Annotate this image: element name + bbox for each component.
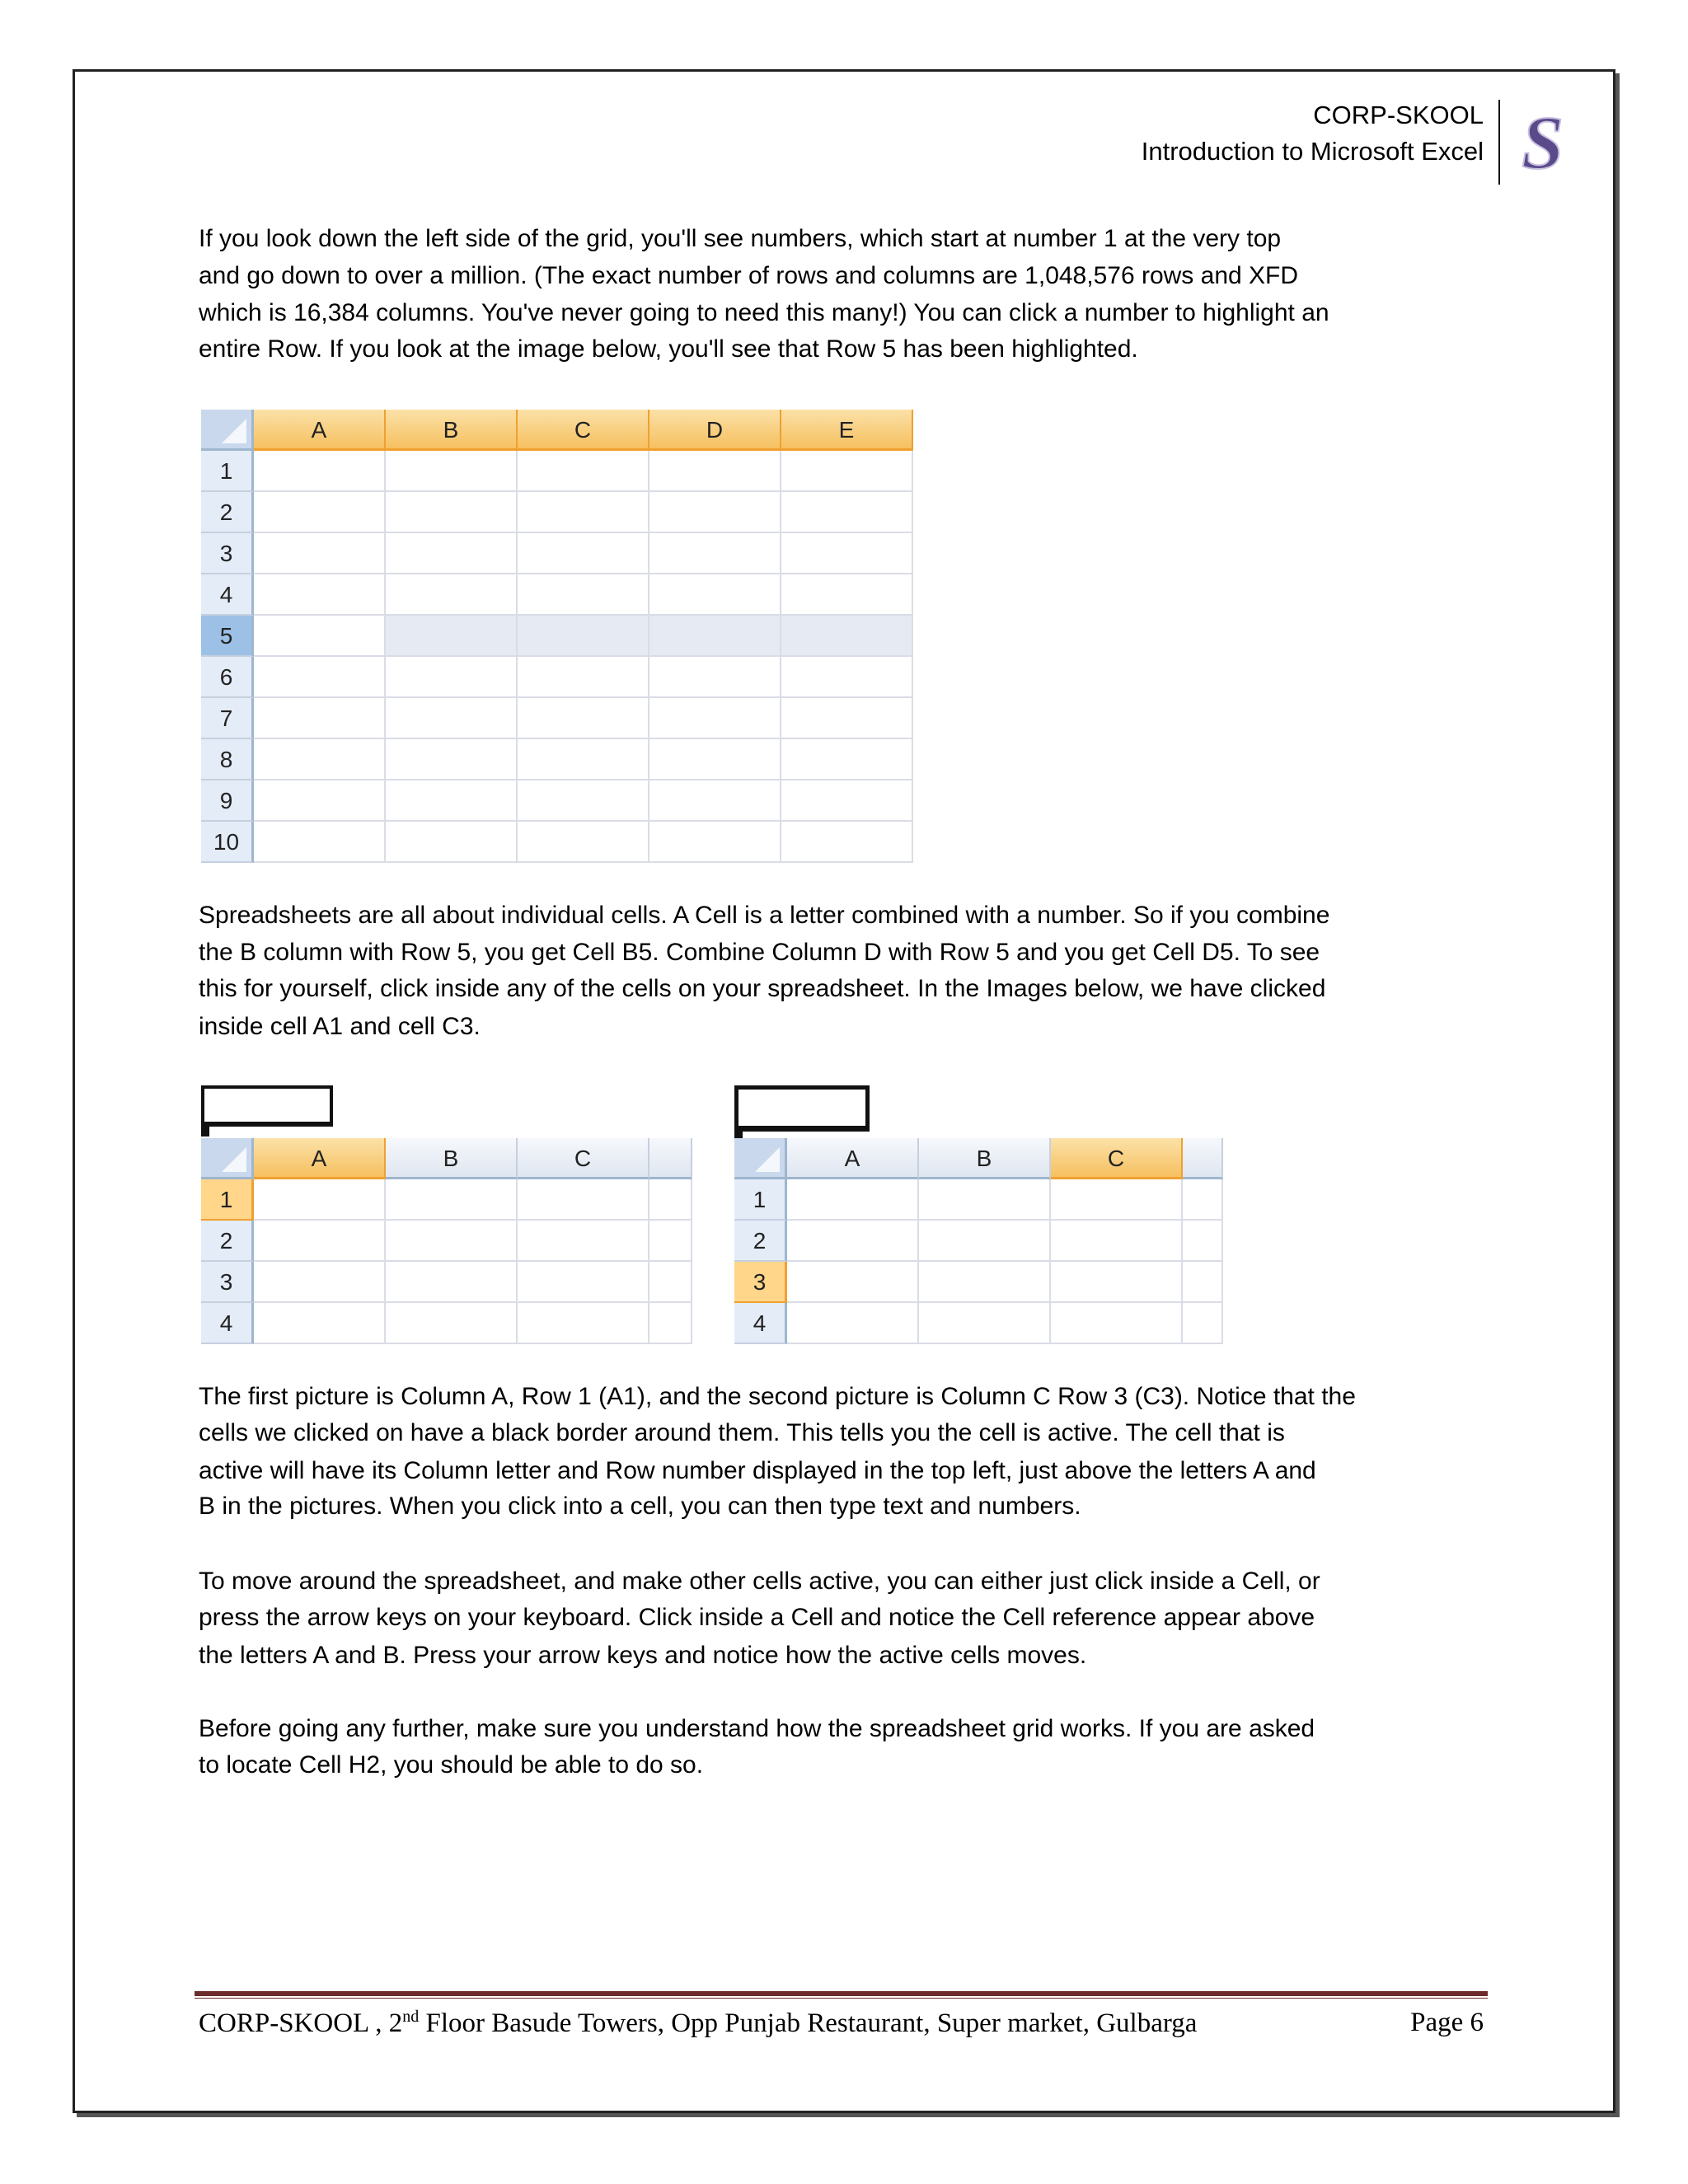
paragraph-1-line: If you look down the left side of the grid, you'll see numbers, which start at number 1 at the very top: [199, 225, 1282, 252]
cell[interactable]: [787, 1303, 919, 1344]
cell[interactable]: [919, 1262, 1051, 1303]
select-all-corner[interactable]: [201, 1138, 254, 1179]
row-header-5[interactable]: 5: [201, 616, 254, 657]
cell[interactable]: [254, 1221, 386, 1262]
cell[interactable]: [1051, 1179, 1183, 1221]
cell[interactable]: [386, 1179, 518, 1221]
cell[interactable]: [649, 657, 781, 698]
footer-address-text: Floor Basude Towers, Opp Punjab Restaurant, Super market, Gulbarga: [425, 2008, 1198, 2038]
cell[interactable]: [649, 533, 781, 574]
row-header-4[interactable]: 4: [201, 574, 254, 616]
cell[interactable]: [254, 1303, 386, 1344]
select-all-corner[interactable]: [201, 410, 254, 451]
cell[interactable]: [781, 657, 913, 698]
cell[interactable]: [386, 739, 518, 780]
row-header-2[interactable]: 2: [734, 1221, 787, 1262]
row-header-3[interactable]: 3: [734, 1262, 787, 1303]
cell[interactable]: [254, 1262, 386, 1303]
cell[interactable]: [649, 616, 781, 657]
active-cell-C3[interactable]: [734, 1085, 870, 1132]
spreadsheet-row5-highlighted: [201, 410, 860, 855]
cell[interactable]: [781, 574, 913, 616]
cell[interactable]: [386, 451, 518, 492]
cell[interactable]: [254, 780, 386, 822]
row-header-7[interactable]: 7: [201, 698, 254, 739]
cell[interactable]: [518, 1303, 649, 1344]
footer-floor-num: 2: [388, 2008, 403, 2038]
row-header-2[interactable]: 2: [201, 1221, 254, 1262]
cell[interactable]: [649, 492, 781, 533]
cell[interactable]: [518, 657, 649, 698]
cell[interactable]: [781, 451, 913, 492]
cell[interactable]: [649, 698, 781, 739]
cell[interactable]: [518, 1221, 649, 1262]
header-org: CORP-SKOOL: [1313, 101, 1484, 129]
cell[interactable]: [781, 616, 913, 657]
fill-handle[interactable]: [201, 1127, 209, 1137]
cell[interactable]: [254, 822, 386, 863]
column-header-A[interactable]: A: [254, 410, 386, 451]
row-header-3[interactable]: 3: [201, 533, 254, 574]
footer-rule-thin: [195, 1998, 1488, 1999]
footer-rule: [195, 1991, 1488, 1996]
paragraph-4-line: To move around the spreadsheet, and make other cells active, you can either just click inside a Cell, or: [199, 1568, 1320, 1595]
cell[interactable]: [649, 451, 781, 492]
cell[interactable]: [386, 657, 518, 698]
cell[interactable]: [1183, 1179, 1223, 1221]
row-header-10[interactable]: 10: [201, 822, 254, 863]
paragraph-1-line: which is 16,384 columns. You've never going to need this many!) You can click a number to highlight an: [199, 299, 1329, 326]
cell[interactable]: [386, 616, 518, 657]
column-header-E[interactable]: E: [781, 410, 913, 451]
cell[interactable]: [781, 739, 913, 780]
cell[interactable]: [1183, 1262, 1223, 1303]
paragraph-3-line: The first picture is Column A, Row 1 (A1), and the second picture is Column C Row 3 (C3). Notice that the: [199, 1383, 1356, 1410]
cell[interactable]: [386, 1221, 518, 1262]
column-header-B[interactable]: B: [919, 1138, 1051, 1179]
column-header-D[interactable]: D: [649, 410, 781, 451]
cell[interactable]: [254, 574, 386, 616]
active-cell-A1[interactable]: [201, 1085, 333, 1127]
cell[interactable]: [649, 1262, 692, 1303]
row-header-3[interactable]: 3: [201, 1262, 254, 1303]
cell[interactable]: [518, 1262, 649, 1303]
paragraph-5-line: Before going any further, make sure you understand how the spreadsheet grid works. If you are asked: [199, 1715, 1315, 1742]
row-header-4[interactable]: 4: [734, 1303, 787, 1344]
cell[interactable]: [386, 698, 518, 739]
cell[interactable]: [518, 1179, 649, 1221]
row-header-2[interactable]: 2: [201, 492, 254, 533]
paragraph-2-line: the B column with Row 5, you get Cell B5. Combine Column D with Row 5 and you get Cell D5. To see: [199, 939, 1320, 966]
footer-address: [199, 2008, 1197, 2039]
column-header-B[interactable]: B: [386, 410, 518, 451]
cell[interactable]: [649, 1179, 692, 1221]
spreadsheet-c3-active: [734, 1085, 1125, 1336]
cell[interactable]: [386, 822, 518, 863]
cell[interactable]: [649, 780, 781, 822]
cell[interactable]: [781, 533, 913, 574]
cell[interactable]: [254, 698, 386, 739]
cell[interactable]: [518, 822, 649, 863]
row-header-4[interactable]: 4: [201, 1303, 254, 1344]
cell[interactable]: [254, 657, 386, 698]
cell[interactable]: [1183, 1303, 1223, 1344]
cell[interactable]: [781, 492, 913, 533]
paragraph-2-line: inside cell A1 and cell C3.: [199, 1013, 481, 1040]
paragraph-3-line: cells we clicked on have a black border around them. This tells you the cell is active. The cell that is: [199, 1419, 1285, 1446]
cell[interactable]: [518, 574, 649, 616]
cell[interactable]: [649, 1221, 692, 1262]
paragraph-1-line: entire Row. If you look at the image below, you'll see that Row 5 has been highlighted.: [199, 335, 1138, 363]
cell[interactable]: [1051, 1303, 1183, 1344]
column-header-partial[interactable]: [649, 1138, 692, 1179]
cell[interactable]: [254, 492, 386, 533]
row-header-9[interactable]: 9: [201, 780, 254, 822]
paragraph-4-line: press the arrow keys on your keyboard. Click inside a Cell and notice the Cell reference appear above: [199, 1604, 1315, 1631]
paragraph-4-line: the letters A and B. Press your arrow keys and notice how the active cells moves.: [199, 1642, 1087, 1669]
cell[interactable]: [518, 698, 649, 739]
cell[interactable]: [254, 616, 386, 657]
row-header-6[interactable]: 6: [201, 657, 254, 698]
cell[interactable]: [386, 1262, 518, 1303]
cell[interactable]: [1051, 1262, 1183, 1303]
cell[interactable]: [518, 451, 649, 492]
footer-org: CORP-SKOOL ,: [199, 2008, 382, 2038]
cell[interactable]: [386, 780, 518, 822]
row-header-1[interactable]: 1: [201, 451, 254, 492]
cell[interactable]: [254, 533, 386, 574]
paragraph-1-line: and go down to over a million. (The exact number of rows and columns are 1,048,576 rows and XFD: [199, 262, 1299, 289]
cell[interactable]: [649, 739, 781, 780]
cell[interactable]: [649, 822, 781, 863]
cell[interactable]: [919, 1221, 1051, 1262]
column-header-A[interactable]: A: [787, 1138, 919, 1179]
cell[interactable]: [649, 574, 781, 616]
svg-text:S: S: [1522, 104, 1564, 178]
footer-page-number: Page 6: [1410, 2008, 1484, 2037]
spreadsheet-a1-active: [201, 1085, 592, 1336]
column-header-B[interactable]: B: [386, 1138, 518, 1179]
cell[interactable]: [254, 451, 386, 492]
paragraph-2-line: this for yourself, click inside any of the cells on your spreadsheet. In the Images below, we have clicked: [199, 975, 1326, 1002]
column-header-partial[interactable]: [1183, 1138, 1223, 1179]
cell[interactable]: [787, 1179, 919, 1221]
corp-skool-logo-icon: [1517, 104, 1574, 178]
select-all-corner[interactable]: [734, 1138, 787, 1179]
cell[interactable]: [518, 533, 649, 574]
cell[interactable]: [781, 698, 913, 739]
column-header-C[interactable]: C: [518, 1138, 649, 1179]
row-header-1[interactable]: 1: [734, 1179, 787, 1221]
cell[interactable]: [254, 1179, 386, 1221]
cell[interactable]: [649, 1303, 692, 1344]
cell[interactable]: [518, 616, 649, 657]
cell[interactable]: [254, 739, 386, 780]
paragraph-3-line: B in the pictures. When you click into a cell, you can then type text and numbers.: [199, 1493, 1081, 1520]
footer-floor-sup: nd: [402, 2008, 420, 2026]
row-header-8[interactable]: 8: [201, 739, 254, 780]
column-header-C[interactable]: C: [1051, 1138, 1183, 1179]
paragraph-5-line: to locate Cell H2, you should be able to do so.: [199, 1751, 704, 1779]
cell[interactable]: [386, 574, 518, 616]
cell[interactable]: [1183, 1221, 1223, 1262]
cell[interactable]: [919, 1179, 1051, 1221]
cell[interactable]: [781, 822, 913, 863]
paragraph-3-line: active will have its Column letter and Row number displayed in the top left, just above the letters A and: [199, 1457, 1316, 1484]
column-header-A[interactable]: A: [254, 1138, 386, 1179]
header-course: Introduction to Microsoft Excel: [1141, 137, 1484, 166]
cell[interactable]: [787, 1262, 919, 1303]
cell[interactable]: [518, 492, 649, 533]
paragraph-2-line: Spreadsheets are all about individual cells. A Cell is a letter combined with a number. So if you combine: [199, 902, 1330, 929]
cell[interactable]: [518, 780, 649, 822]
header-divider: [1498, 100, 1500, 185]
row-header-1[interactable]: 1: [201, 1179, 254, 1221]
cell[interactable]: [787, 1221, 919, 1262]
cell[interactable]: [781, 780, 913, 822]
cell[interactable]: [1051, 1221, 1183, 1262]
cell[interactable]: [386, 1303, 518, 1344]
cell[interactable]: [386, 533, 518, 574]
cell[interactable]: [386, 492, 518, 533]
column-header-C[interactable]: C: [518, 410, 649, 451]
cell[interactable]: [919, 1303, 1051, 1344]
cell[interactable]: [518, 739, 649, 780]
